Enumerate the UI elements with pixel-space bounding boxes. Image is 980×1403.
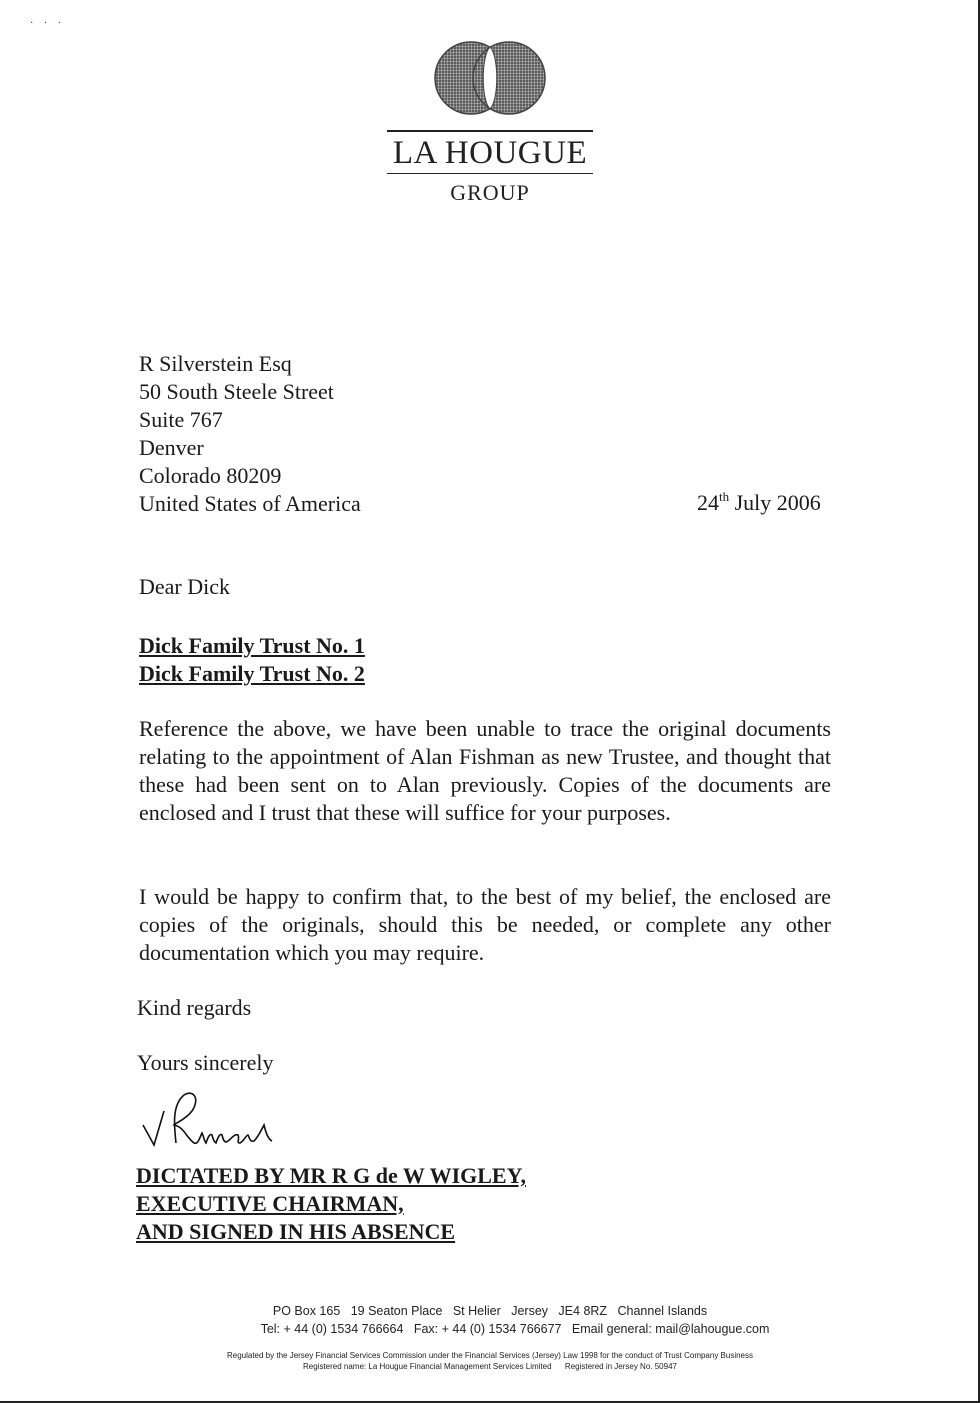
company-subtitle: GROUP xyxy=(450,180,530,205)
logo-top-rule xyxy=(387,130,593,132)
letterhead xyxy=(0,38,980,206)
address-line: United States of America xyxy=(139,491,361,516)
date-rest: July 2006 xyxy=(729,490,821,515)
letter-date xyxy=(697,490,821,516)
company-name: LA HOUGUE xyxy=(392,134,588,171)
date-suffix: th xyxy=(719,489,730,504)
letter-footer xyxy=(0,1302,980,1372)
body-paragraph-1: Reference the above, we have been unable to trace the original documents relating to the appointment of Alan Fishman as new Trustee, and thought that these had been sent on to Alan previously. Copies of the documents are enclosed and I trust that these will suffice for your purposes. xyxy=(139,716,831,825)
handwritten-signature xyxy=(140,1085,280,1160)
subject-line: Dick Family Trust No. 1 xyxy=(139,633,365,658)
dictated-by-block xyxy=(136,1162,526,1246)
yours-sincerely: Yours sincerely xyxy=(137,1050,274,1075)
kind-regards: Kind regards xyxy=(137,995,252,1020)
salutation: Dear Dick xyxy=(139,574,231,599)
footer-registered: Registered name: La Hougue Financial Management Services Limited Registered in Jersey No. 50947 xyxy=(303,1362,677,1371)
date-day: 24 xyxy=(697,490,719,515)
dictated-line: AND SIGNED IN HIS ABSENCE xyxy=(136,1219,456,1244)
address-line: R Silverstein Esq xyxy=(139,351,292,376)
recipient-address xyxy=(139,350,361,518)
footer-address: PO Box 165 19 Seaton Place St Helier Jersey JE4 8RZ Channel Islands xyxy=(272,1304,708,1318)
footer-regulated: Regulated by the Jersey Financial Services Commission under the Financial Services (Jersey) Law 1998 for the conduct of Trust Company Business xyxy=(226,1351,754,1360)
logo-bottom-rule xyxy=(387,173,593,175)
dictated-line: EXECUTIVE CHAIRMAN, xyxy=(136,1191,404,1216)
scan-specks: · · · xyxy=(30,18,65,29)
body-paragraph-2: I would be happy to confirm that, to the best of my belief, the enclosed are copies of the originals, should this be needed, or complete any other documentation which you may require. xyxy=(139,884,831,965)
address-line: Denver xyxy=(139,435,204,460)
address-line: Suite 767 xyxy=(139,407,223,432)
footer-contact: Tel: + 44 (0) 1534 766664 Fax: + 44 (0) 1534 766677 Email general: mail@lahougue.com xyxy=(260,1322,770,1336)
address-line: Colorado 80209 xyxy=(139,463,282,488)
address-line: 50 South Steele Street xyxy=(139,379,334,404)
dictated-line: DICTATED BY MR R G de W WIGLEY, xyxy=(136,1163,526,1188)
subject-line: Dick Family Trust No. 2 xyxy=(139,661,365,686)
signature-icon xyxy=(140,1085,280,1155)
subject-heading xyxy=(139,632,365,688)
la-hougue-logo-icon xyxy=(433,38,547,118)
